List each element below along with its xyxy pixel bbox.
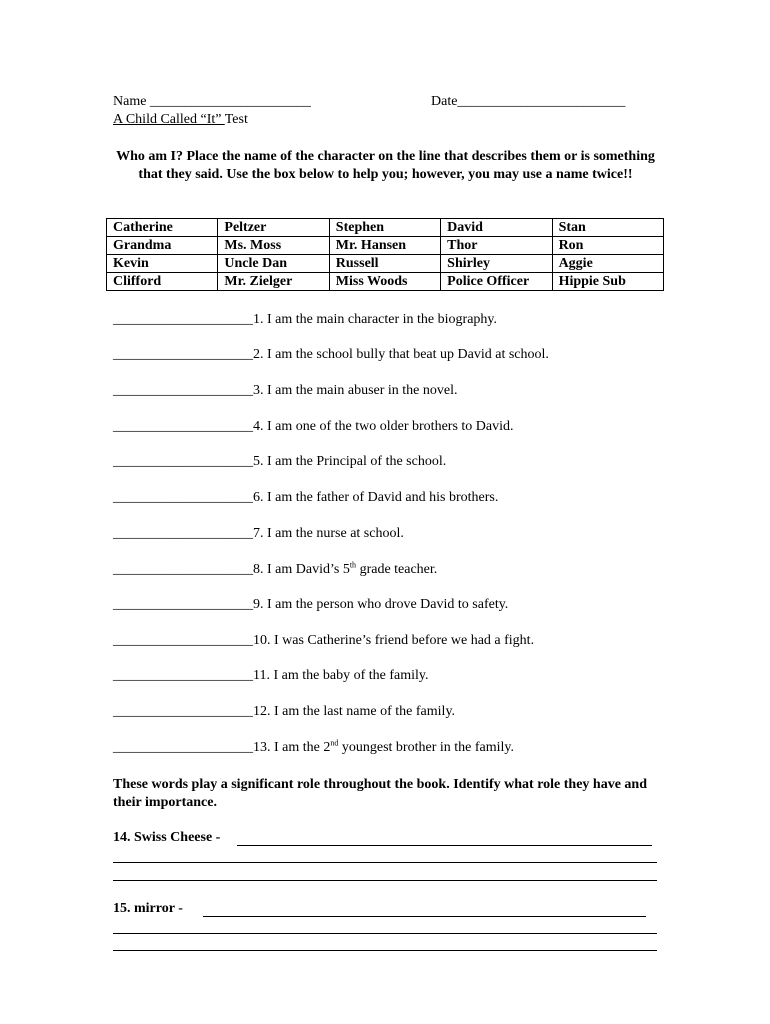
question-number: 8. bbox=[253, 562, 264, 577]
question-number: 6. bbox=[253, 490, 264, 505]
question-item bbox=[113, 490, 498, 506]
item-15-answer-line-2[interactable] bbox=[113, 933, 657, 934]
question-item bbox=[113, 633, 534, 649]
item-14-answer-line-1[interactable] bbox=[237, 845, 652, 846]
character-name-cell: David bbox=[441, 219, 552, 237]
character-name-cell: Ms. Moss bbox=[218, 237, 329, 255]
question-text: I am the person who drove David to safety. bbox=[263, 597, 509, 612]
question-item bbox=[113, 562, 437, 578]
question-item bbox=[113, 312, 497, 328]
question-item bbox=[113, 526, 404, 542]
item-14-answer-line-2[interactable] bbox=[113, 862, 657, 863]
character-name-cell: Aggie bbox=[552, 255, 663, 273]
question-number: 10. bbox=[253, 633, 271, 648]
character-name-cell: Russell bbox=[329, 255, 440, 273]
character-name-cell: Miss Woods bbox=[329, 273, 440, 291]
answer-blank[interactable]: ____________________ bbox=[113, 312, 253, 327]
item-15-answer-line-1[interactable] bbox=[203, 916, 646, 917]
character-name-cell: Clifford bbox=[107, 273, 218, 291]
question-number: 7. bbox=[253, 526, 264, 541]
character-name-cell: Mr. Hansen bbox=[329, 237, 440, 255]
answer-blank[interactable]: ____________________ bbox=[113, 526, 253, 541]
question-number: 4. bbox=[253, 419, 264, 434]
answer-blank[interactable]: ____________________ bbox=[113, 704, 253, 719]
answer-blank[interactable]: ____________________ bbox=[113, 490, 253, 505]
question-number: 1. bbox=[253, 312, 264, 327]
character-name-cell: Shirley bbox=[441, 255, 552, 273]
character-name-table bbox=[106, 218, 664, 291]
question-text-continued: grade teacher. bbox=[356, 562, 438, 577]
question-item bbox=[113, 740, 514, 756]
question-text: I was Catherine’s friend before we had a fight. bbox=[270, 633, 535, 648]
character-name-cell: Mr. Zielger bbox=[218, 273, 329, 291]
item-15-answer-line-3[interactable] bbox=[113, 950, 657, 951]
question-number: 2. bbox=[253, 347, 264, 362]
question-number: 11. bbox=[253, 668, 270, 683]
question-text: I am the school bully that beat up David at school. bbox=[263, 347, 549, 362]
book-title: A Child Called “It” bbox=[113, 112, 225, 127]
test-label: Test bbox=[224, 112, 248, 127]
question-item bbox=[113, 668, 428, 684]
answer-blank[interactable]: ____________________ bbox=[113, 347, 253, 362]
item-15-label: 15. mirror - bbox=[113, 901, 183, 916]
question-number: 12. bbox=[253, 704, 271, 719]
character-name-cell: Hippie Sub bbox=[552, 273, 663, 291]
question-item bbox=[113, 454, 446, 470]
ordinal-suffix: th bbox=[349, 560, 357, 570]
item-14-answer-line-3[interactable] bbox=[113, 880, 657, 881]
question-text: I am one of the two older brothers to David. bbox=[263, 419, 514, 434]
question-text: I am David’s 5 bbox=[263, 562, 350, 577]
test-title bbox=[113, 112, 248, 128]
answer-blank[interactable]: ____________________ bbox=[113, 740, 253, 755]
question-item bbox=[113, 704, 455, 720]
answer-blank[interactable]: ____________________ bbox=[113, 668, 253, 683]
answer-blank[interactable]: ____________________ bbox=[113, 633, 253, 648]
question-item bbox=[113, 347, 549, 363]
name-field-label[interactable]: Name _______________________ bbox=[113, 94, 311, 109]
character-name-cell: Catherine bbox=[107, 219, 218, 237]
answer-blank[interactable]: ____________________ bbox=[113, 454, 253, 469]
question-text: I am the main abuser in the novel. bbox=[263, 383, 458, 398]
question-text: I am the baby of the family. bbox=[269, 668, 429, 683]
answer-blank[interactable]: ____________________ bbox=[113, 419, 253, 434]
question-text: I am the father of David and his brothers. bbox=[263, 490, 499, 505]
character-name-cell: Peltzer bbox=[218, 219, 329, 237]
question-item bbox=[113, 419, 514, 435]
date-field-label[interactable]: Date________________________ bbox=[431, 94, 626, 109]
table-row bbox=[107, 237, 664, 255]
question-text: I am the main character in the biography. bbox=[263, 312, 497, 327]
question-number: 9. bbox=[253, 597, 264, 612]
character-name-cell: Grandma bbox=[107, 237, 218, 255]
question-text: I am the 2 bbox=[270, 740, 331, 755]
table-row bbox=[107, 219, 664, 237]
question-number: 13. bbox=[253, 740, 271, 755]
answer-blank[interactable]: ____________________ bbox=[113, 562, 253, 577]
question-text: I am the nurse at school. bbox=[263, 526, 404, 541]
ordinal-suffix: nd bbox=[330, 738, 339, 748]
answer-blank[interactable]: ____________________ bbox=[113, 597, 253, 612]
question-number: 5. bbox=[253, 454, 264, 469]
item-14-label: 14. Swiss Cheese - bbox=[113, 830, 221, 845]
question-text-continued: youngest brother in the family. bbox=[338, 740, 514, 755]
question-item bbox=[113, 597, 508, 613]
instructions: Who am I? Place the name of the character on the line that describes them or is something that they said. Use the box below to help you; however, you may use a name twice!! bbox=[116, 149, 655, 182]
section-2-heading: These words play a significant role throughout the book. Identify what role they have and their importance. bbox=[113, 777, 647, 810]
character-name-cell: Police Officer bbox=[441, 273, 552, 291]
question-item bbox=[113, 383, 458, 399]
character-name-cell: Uncle Dan bbox=[218, 255, 329, 273]
table-row bbox=[107, 255, 664, 273]
character-name-cell: Kevin bbox=[107, 255, 218, 273]
question-text: I am the last name of the family. bbox=[270, 704, 456, 719]
question-number: 3. bbox=[253, 383, 264, 398]
table-row bbox=[107, 273, 664, 291]
character-name-cell: Stan bbox=[552, 219, 663, 237]
answer-blank[interactable]: ____________________ bbox=[113, 383, 253, 398]
character-name-cell: Ron bbox=[552, 237, 663, 255]
character-name-cell: Thor bbox=[441, 237, 552, 255]
character-name-cell: Stephen bbox=[329, 219, 440, 237]
question-text: I am the Principal of the school. bbox=[263, 454, 447, 469]
